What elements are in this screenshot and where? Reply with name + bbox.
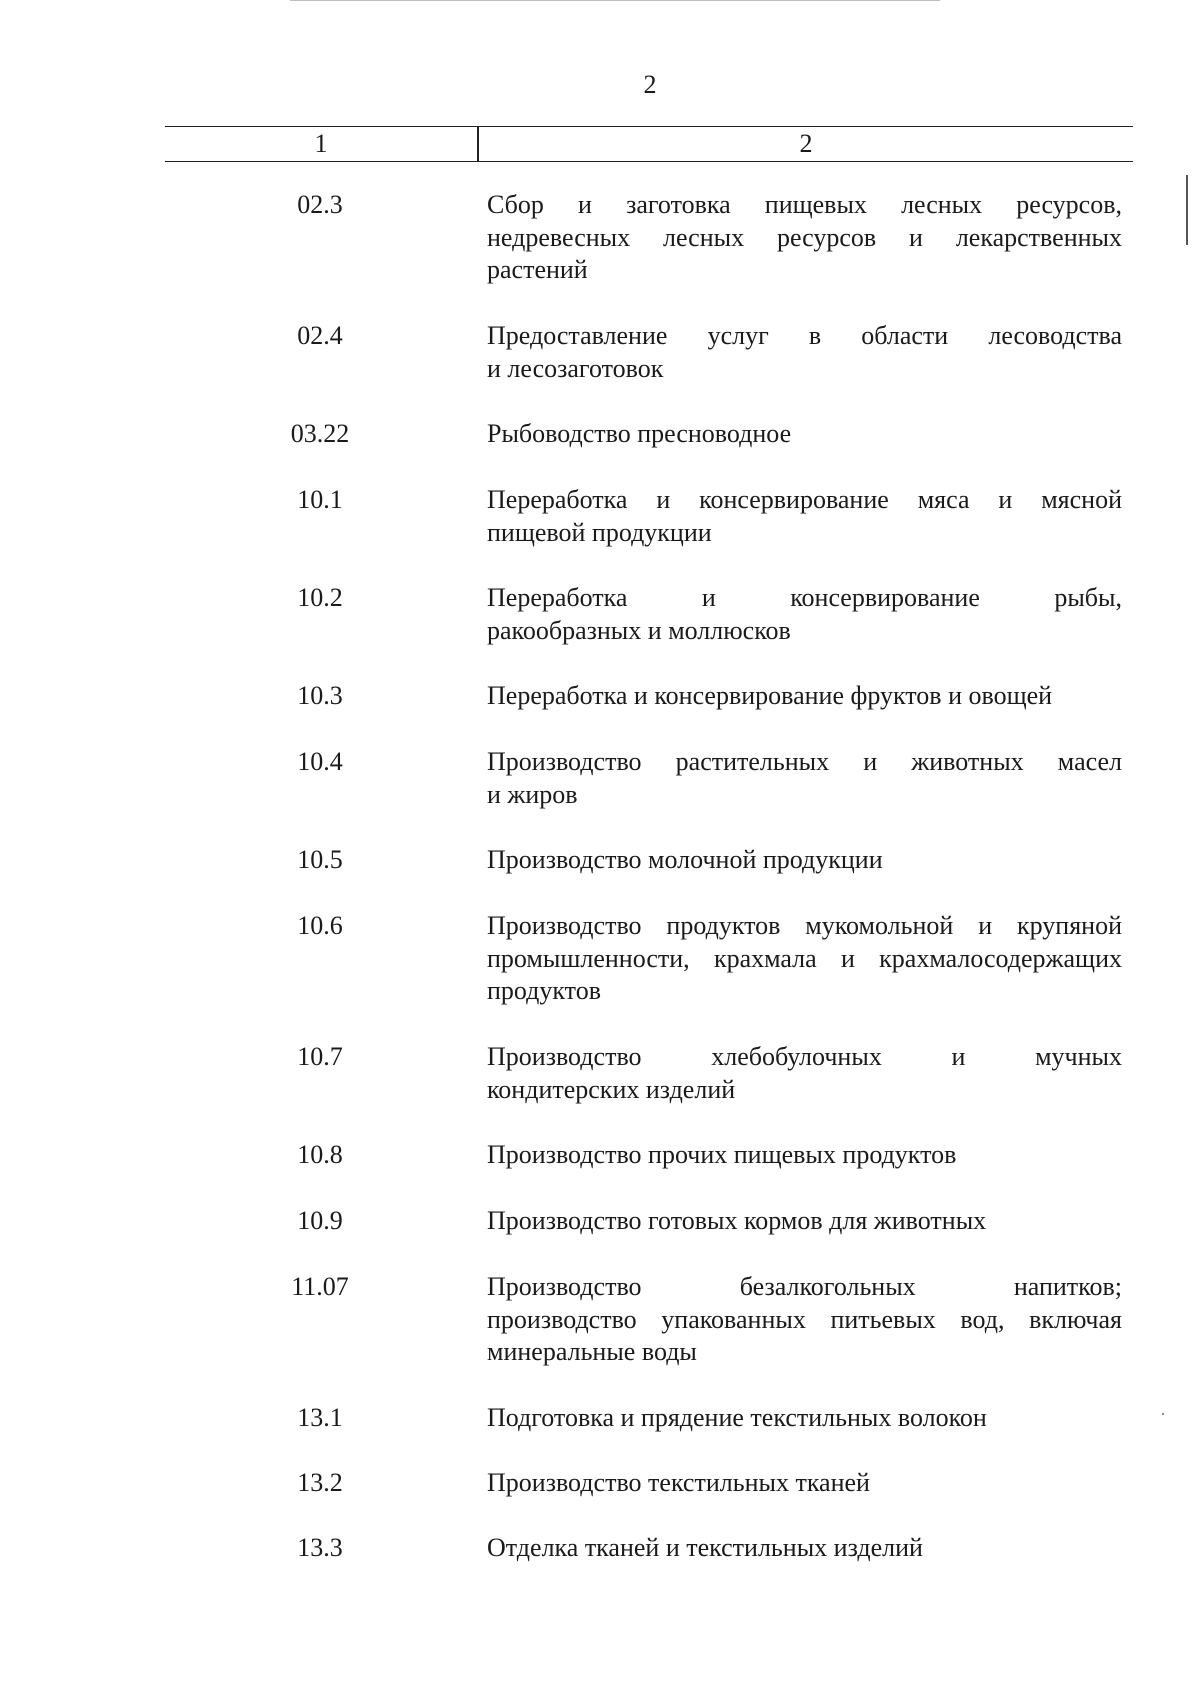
description-line: недревесных лесных ресурсов и лекарственных: [487, 222, 1122, 252]
scan-speck: [1162, 1413, 1164, 1415]
activity-description: [487, 1139, 1122, 1172]
activity-description: [487, 844, 1122, 877]
activity-description: [487, 484, 1122, 549]
activity-code: 13.1: [297, 1403, 343, 1432]
table-header: [165, 126, 1133, 162]
activity-description: [487, 1271, 1122, 1369]
description-line: продуктов: [487, 976, 601, 1005]
page-top-edge: [290, 0, 940, 1]
activity-code: 10.9: [297, 1206, 343, 1235]
description-line: Отделка тканей и текстильных изделий: [487, 1533, 923, 1562]
description-line: производство упакованных питьевых вод, включая: [487, 1304, 1122, 1334]
activity-code: 10.2: [297, 583, 343, 612]
activity-description: [487, 320, 1122, 385]
activity-description: [487, 910, 1122, 1008]
activity-description: [487, 1205, 1122, 1238]
activity-description: [487, 189, 1122, 287]
description-line: Переработка и консервирование мяса и мясной: [487, 485, 1122, 514]
activity-description: [487, 582, 1122, 647]
description-line: пищевой продукции: [487, 517, 712, 547]
description-line: растений: [487, 255, 588, 284]
activity-code: 11.07: [291, 1272, 349, 1301]
activity-code: 02.3: [297, 190, 343, 219]
description-line: Подготовка и прядение текстильных волокон: [487, 1403, 987, 1432]
activity-code: 10.5: [297, 845, 343, 874]
description-line: Производство готовых кормов для животных: [487, 1206, 987, 1235]
activity-code: 10.6: [297, 911, 343, 940]
description-line: ракообразных и моллюсков: [487, 615, 791, 645]
page-number: 2: [643, 70, 657, 99]
description-line: Производство текстильных тканей: [487, 1468, 870, 1497]
description-line: Производство безалкогольных напитков;: [487, 1272, 1122, 1301]
table-header-col-1: 1: [314, 129, 328, 158]
activity-code: 10.7: [297, 1042, 343, 1071]
activity-description: [487, 418, 1122, 451]
description-line: Сбор и заготовка пищевых лесных ресурсов,: [487, 190, 1122, 219]
description-line: Производство молочной продукции: [487, 845, 883, 874]
scan-margin-mark: [1186, 175, 1188, 245]
activity-code: 10.1: [297, 485, 343, 514]
activity-code: 03.22: [290, 419, 350, 448]
activity-description: [487, 746, 1122, 811]
activity-description: [487, 1532, 1122, 1565]
description-line: Переработка и консервирование рыбы,: [487, 583, 1122, 612]
activity-code: 10.8: [297, 1140, 343, 1169]
activity-description: [487, 1041, 1122, 1106]
activity-code: 13.3: [297, 1533, 343, 1562]
description-line: кондитерских изделий: [487, 1074, 736, 1104]
description-line: Рыбоводство пресноводное: [487, 419, 792, 448]
description-line: минеральные воды: [487, 1337, 697, 1366]
description-line: Производство продуктов мукомольной и крупяной: [487, 911, 1122, 940]
description-line: и жиров: [487, 779, 578, 809]
description-line: Предоставление услуг в области лесоводства: [487, 321, 1122, 350]
activity-description: [487, 1467, 1122, 1500]
description-line: Производство прочих пищевых продуктов: [487, 1140, 957, 1169]
activity-description: [487, 1402, 1122, 1435]
activity-code: 10.4: [297, 747, 343, 776]
description-line: Производство растительных и животных масел: [487, 747, 1122, 776]
activity-description: [487, 680, 1122, 713]
description-line: и лесозаготовок: [487, 353, 664, 383]
description-line: Переработка и консервирование фруктов и овощей: [487, 681, 1053, 710]
description-line: Производство хлебобулочных и мучных: [487, 1042, 1122, 1071]
table-header-col-2: 2: [799, 129, 813, 158]
description-line: промышленности, крахмала и крахмалосодержащих: [487, 943, 1122, 973]
activity-code: 02.4: [297, 321, 343, 350]
activity-code: 10.3: [297, 681, 343, 710]
activity-code: 13.2: [297, 1468, 343, 1497]
